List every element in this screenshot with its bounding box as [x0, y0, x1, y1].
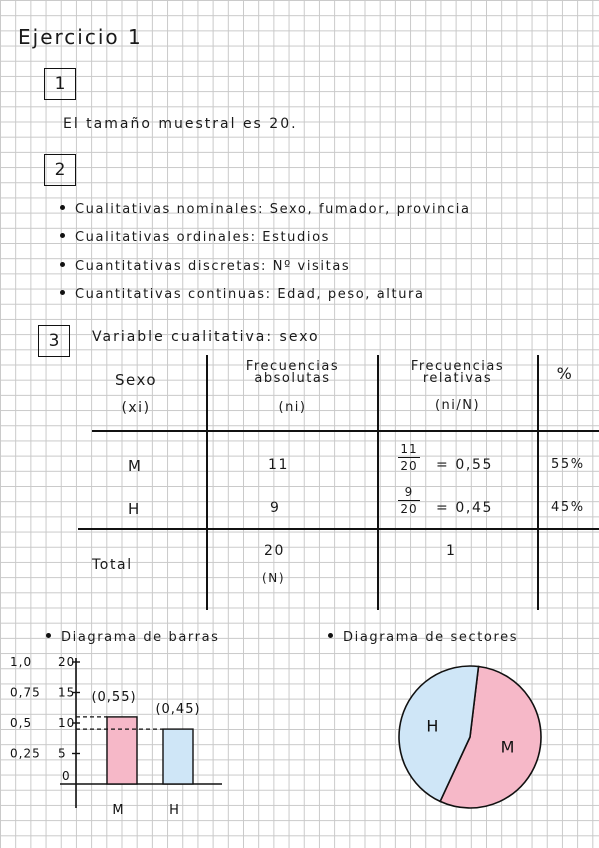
fraction-denominator: 20 — [400, 459, 418, 474]
data-label: (0,55) — [91, 689, 137, 705]
section-number-1: 1 — [44, 68, 76, 100]
section3-title: Variable cualitativa: sexo — [92, 329, 320, 345]
pie-chart — [390, 655, 560, 825]
table-divider — [78, 528, 599, 530]
header-percent: % — [556, 364, 574, 383]
header-rel-1: Frecuencias — [410, 359, 505, 374]
bullet-item: Cuantitativas discretas: Nº visitas — [60, 259, 350, 274]
fraction-numerator: 9 — [404, 485, 414, 499]
bullet-item: Cualitativas ordinales: Estudios — [60, 230, 330, 245]
y-tick-label-right: 20 — [58, 655, 76, 669]
bar — [107, 717, 137, 784]
header-abs-2: absolutas — [254, 371, 331, 386]
origin-label: 0 — [62, 769, 70, 783]
y-tick-label-left: 0,25 — [10, 746, 41, 761]
y-tick-label-left: 0,75 — [10, 685, 41, 700]
header-abs-1: Frecuencias — [245, 359, 340, 374]
header-ni: (ni) — [278, 400, 307, 415]
table-cell-rel: = 0,55 — [436, 457, 493, 473]
pie-slice-label: M — [500, 737, 515, 757]
table-cell-sexo: M — [128, 457, 143, 475]
table-divider — [377, 355, 379, 610]
bullet-item: Cualitativas nominales: Sexo, fumador, provincia — [60, 202, 471, 217]
fraction — [398, 442, 420, 473]
header-sexo: Sexo — [114, 371, 158, 389]
y-tick-label-left: 1,0 — [10, 655, 33, 669]
fraction — [398, 485, 420, 516]
table-divider — [92, 430, 599, 432]
x-tick-label: H — [169, 803, 179, 818]
total-ni: 20 — [264, 543, 286, 559]
bullet-item: Cuantitativas continuas: Edad, peso, altura — [60, 287, 425, 302]
data-label: (0,45) — [155, 702, 201, 718]
total-rel: 1 — [446, 543, 457, 559]
total-label: Total — [92, 557, 133, 573]
table-cell-pct: 45% — [551, 500, 585, 515]
section-number-3: 3 — [38, 325, 70, 357]
y-tick-label-right: 10 — [58, 716, 76, 730]
y-tick-label-left: 0,5 — [10, 716, 33, 730]
bar-chart — [0, 650, 300, 848]
y-tick-label-right: 15 — [58, 685, 76, 700]
header-rel-2: relativas — [422, 371, 493, 386]
section-number-2: 2 — [44, 154, 76, 186]
sample-size-text: El tamaño muestral es 20. — [63, 116, 298, 132]
bar-chart-title: Diagrama de barras — [46, 630, 220, 645]
page-title: Ejercicio 1 — [18, 25, 143, 49]
header-ni-N: (ni/N) — [434, 398, 481, 413]
y-tick-label-right: 5 — [58, 746, 67, 761]
table-divider — [206, 355, 208, 610]
header-xi: (xi) — [121, 400, 151, 416]
table-cell-ni: 11 — [268, 457, 290, 473]
fraction-denominator: 20 — [400, 502, 418, 517]
pie-slice-label: H — [426, 716, 439, 736]
x-tick-label: M — [112, 803, 124, 818]
table-cell-ni: 9 — [270, 500, 281, 516]
table-cell-pct: 55% — [551, 457, 585, 472]
table-cell-rel: = 0,45 — [436, 500, 493, 516]
fraction-numerator: 11 — [400, 442, 418, 456]
table-divider — [537, 355, 539, 610]
bar — [163, 729, 193, 784]
table-cell-sexo: H — [128, 500, 141, 518]
pie-chart-title: Diagrama de sectores — [328, 630, 518, 645]
total-N: (N) — [262, 571, 286, 585]
